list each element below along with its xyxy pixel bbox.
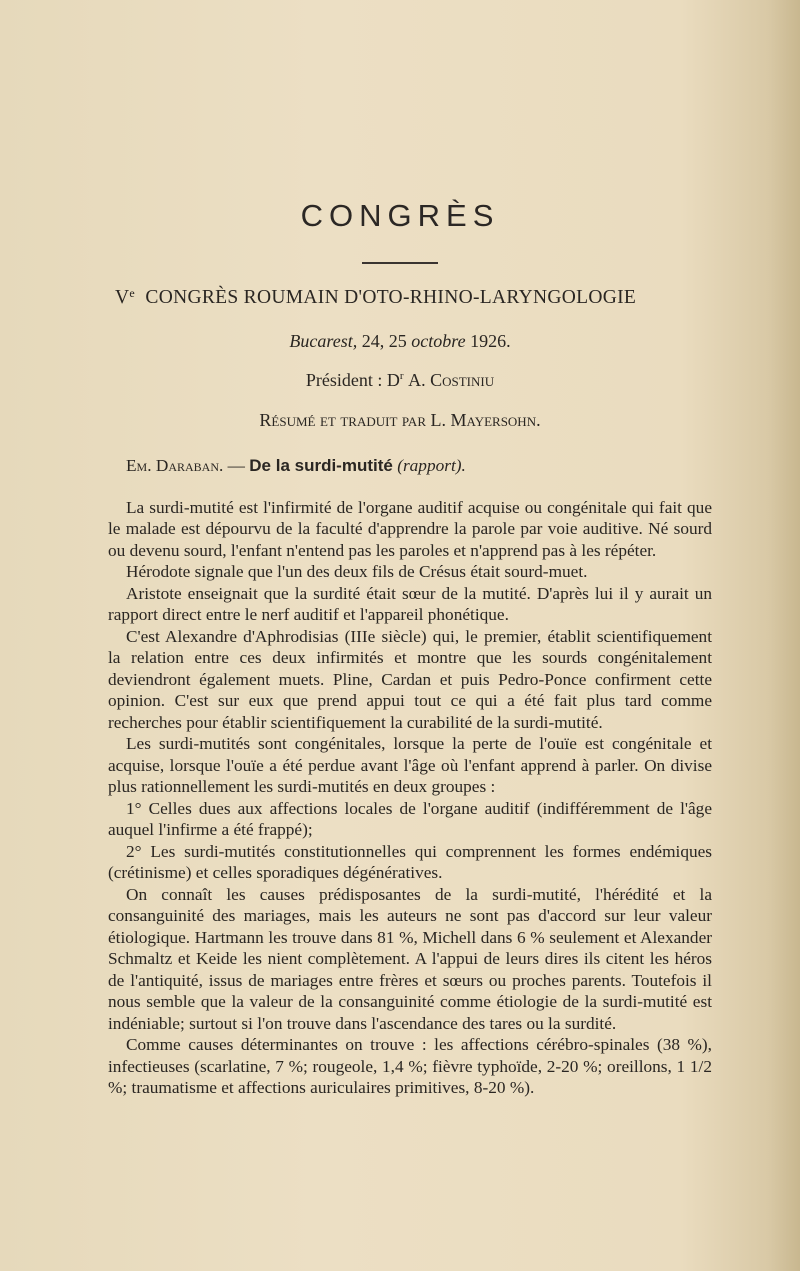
place: Bucarest, (289, 331, 358, 351)
paragraph: Aristote enseignait que la surdité était sœur de la mutité. D'après lui il y aurait un rapport direct entre le nerf auditif et l'appareil phonétique. (108, 583, 712, 624)
paragraph: On connaît les causes prédisposantes de la surdi-mutité, l'hérédité et la consanguinité des mariages, mais les auteurs ne sont pas d'accord sur leur valeur étiologique. Hartmann les trouve dans 81 %, Michell dans 6 % seulement et Alexander Schmaltz et Keide les nient complètement. A l'appui de leurs dires ils citent les héros de l'antiquité, issus de mariages entre frères et sœurs ou proches parents. Toutefois il nous semble que la valeur de la consanguinité comme étiologie de la surdi-mutité est indéniable; surtout si l'on trouve dans l'ascendance des tares ou la surdité. (108, 884, 712, 1033)
article-body (108, 455, 712, 1099)
president-name: A. Costiniu (408, 370, 495, 390)
article-header (108, 455, 712, 477)
president-line (0, 370, 800, 391)
month: octobre (411, 331, 466, 351)
paragraph: 2° Les surdi-mutités constitutionnelles qui comprennent les formes endémiques (crétinisme) et celles sporadiques dégénératives. (108, 841, 712, 882)
paragraph: Hérodote signale que l'un des deux fils de Crésus était sourd-muet. (126, 562, 588, 581)
article-dash: — (223, 456, 250, 475)
date-days: 24, 25 (361, 331, 407, 351)
president-label: Président : D (305, 370, 400, 390)
summary-credit: Résumé et traduit par L. Mayersohn. (259, 410, 541, 430)
article-subtitle: (rapport). (397, 456, 466, 475)
location-date (0, 331, 800, 352)
paragraph: 1° Celles dues aux affections locales de l'organe auditif (indifféremment de l'âge auquel l'infirme a été frappé); (108, 798, 712, 839)
paragraph: La surdi-mutité est l'infirmité de l'organe auditif acquise ou congénitale qui fait que le malade est dépourvu de la faculté d'apprendre la parole par voie auditive. Né sourd ou devenu sourd, l'enfant n'entend pas les paroles et n'apprend pas à les répéter. (108, 497, 712, 560)
president-title-sup: r (399, 370, 404, 382)
section-heading: CONGRÈS (300, 198, 500, 233)
congress-name: CONGRÈS ROUMAIN D'OTO-RHINO-LARYNGOLOGIE (145, 287, 637, 308)
congress-ordinal-sup: e (129, 286, 136, 300)
paragraph: Comme causes déterminantes on trouve : les affections cérébro-spinales (38 %), infectieuses (scarlatine, 7 %; rougeole, 1,4 %; fièvre typhoïde, 2-20 %; oreillons, 1 1/2 %; traumatisme et affections auriculaires primitives, 8-20 %). (108, 1035, 712, 1097)
article-title: De la surdi-mutité (249, 456, 393, 475)
article-author: Em. Daraban. (126, 456, 224, 475)
congress-ordinal: V (115, 287, 130, 308)
heading-rule (362, 262, 438, 264)
paragraph: Les surdi-mutités sont congénitales, lorsque la perte de l'ouïe est congénitale et acquise, lorsque l'ouïe a été perdue avant l'âge où l'enfant apprend à parler. On divise plus rationnellement les surdi-mutités en deux groupes : (108, 734, 712, 796)
year: 1926. (470, 331, 511, 351)
congress-title (115, 286, 715, 309)
paragraph: C'est Alexandre d'Aphrodisias (IIIe siècle) qui, le premier, établit scientifiquement la relation entre ces deux infirmités et montre que les sourds congénitalement deviendront également muets. Pline, Cardan et puis Pedro-Ponce confirment cette opinion. C'est sur eux que prend appui tout ce qui a été fait plus tard comme recherches pour établir scientifiquement la curabilité de la surdi-mutité. (108, 626, 712, 732)
